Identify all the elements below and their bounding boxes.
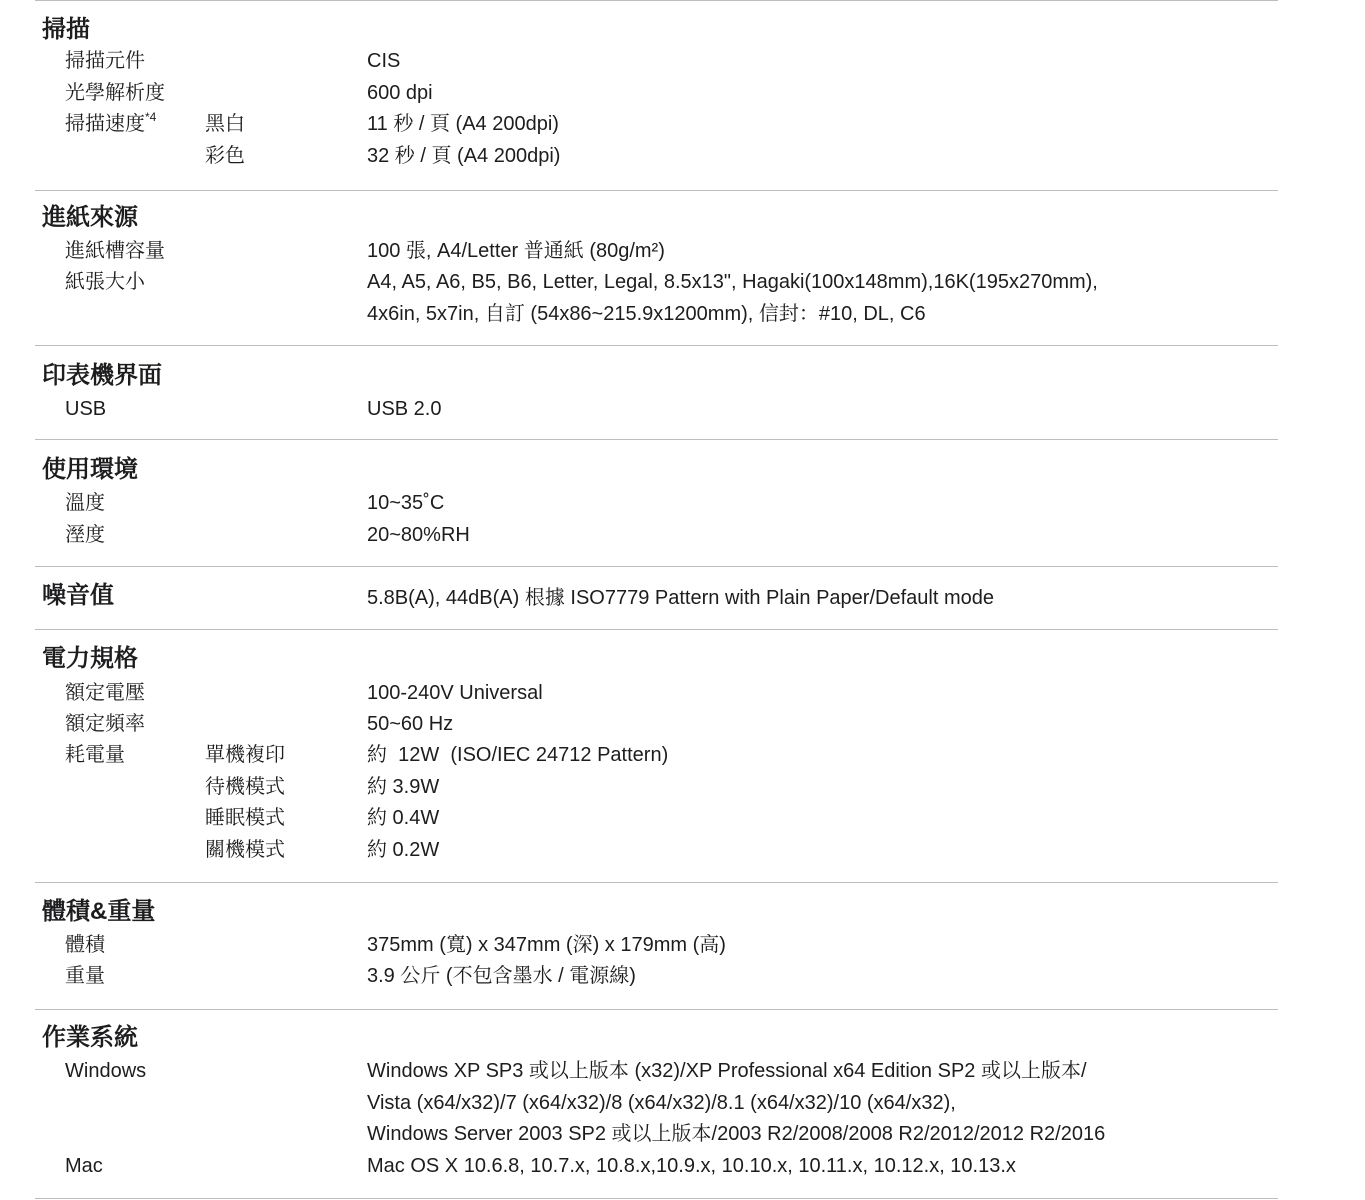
voltage-label: 額定電壓 xyxy=(65,682,145,704)
section-heading-noise: 噪音值 xyxy=(42,582,114,609)
mac-value: Mac OS X 10.6.8, 10.7.x, 10.8.x,10.9.x, 10.10.x, 10.11.x, 10.12.x, 10.13.x xyxy=(367,1155,1016,1177)
tray-capacity-value: 100 張, A4/Letter 普通紙 (80g/m²) xyxy=(367,240,665,262)
divider xyxy=(35,1009,1278,1010)
weight-label: 重量 xyxy=(65,965,105,987)
divider xyxy=(35,1198,1278,1199)
voltage-value: 100-240V Universal xyxy=(367,682,543,704)
footnote-marker: *4 xyxy=(145,110,157,124)
off-mode-label: 關機模式 xyxy=(205,839,285,861)
section-heading-paper-source: 進紙來源 xyxy=(42,204,138,231)
copy-mode-label: 單機複印 xyxy=(205,744,285,766)
frequency-label: 額定頻率 xyxy=(65,713,145,735)
scan-element-value: CIS xyxy=(367,50,401,72)
weight-value: 3.9 公斤 (不包含墨水 / 電源線) xyxy=(367,965,636,987)
mac-label: Mac xyxy=(65,1155,103,1177)
resolution-value: 600 dpi xyxy=(367,82,433,104)
sleep-mode-label: 睡眠模式 xyxy=(205,807,285,829)
windows-value-line1: Windows XP SP3 或以上版本 (x32)/XP Professional x64 Edition SP2 或以上版本/ xyxy=(367,1060,1087,1082)
bw-label: 黑白 xyxy=(205,113,245,135)
section-heading-power: 電力規格 xyxy=(42,645,138,672)
scan-speed-label xyxy=(65,109,156,140)
standby-mode-label: 待機模式 xyxy=(205,776,285,798)
color-value: 32 秒 / 頁 (A4 200dpi) xyxy=(367,145,561,167)
windows-value-line2: Vista (x64/x32)/7 (x64/x32)/8 (x64/x32)/8.1 (x64/x32)/10 (x64/x32), xyxy=(367,1092,956,1114)
usb-label: USB xyxy=(65,398,107,420)
divider xyxy=(35,0,1278,1)
section-heading-os: 作業系統 xyxy=(42,1024,138,1051)
divider xyxy=(35,439,1278,440)
paper-size-label: 紙張大小 xyxy=(65,271,145,293)
frequency-value: 50~60 Hz xyxy=(367,713,454,735)
temperature-value: 10~35˚C xyxy=(367,492,445,514)
section-heading-environment: 使用環境 xyxy=(42,456,138,483)
copy-mode-value: 約 12W (ISO/IEC 24712 Pattern) xyxy=(367,744,669,766)
scan-speed-text: 掃描速度 xyxy=(65,113,145,135)
bw-value: 11 秒 / 頁 (A4 200dpi) xyxy=(367,113,559,135)
usb-value: USB 2.0 xyxy=(367,398,442,420)
divider xyxy=(35,566,1278,567)
humidity-value: 20~80%RH xyxy=(367,524,470,546)
section-heading-interface: 印表機界面 xyxy=(42,362,162,389)
divider xyxy=(35,190,1278,191)
divider xyxy=(35,629,1278,630)
section-heading-dimensions: 體積&重量 xyxy=(42,898,156,925)
volume-value: 375mm (寬) x 347mm (深) x 179mm (高) xyxy=(367,934,726,956)
windows-value-line3: Windows Server 2003 SP2 或以上版本/2003 R2/2008/2008 R2/2012/2012 R2/2016 xyxy=(367,1123,1106,1145)
off-mode-value: 約 0.2W xyxy=(367,839,440,861)
power-consumption-label: 耗電量 xyxy=(65,744,125,766)
paper-size-value-line2: 4x6in, 5x7in, 自訂 (54x86~215.9x1200mm), 信封：#10, DL, C6 xyxy=(367,303,926,325)
standby-mode-value: 約 3.9W xyxy=(367,776,440,798)
volume-label: 體積 xyxy=(65,934,105,956)
color-label: 彩色 xyxy=(205,145,245,167)
divider xyxy=(35,345,1278,346)
windows-label: Windows xyxy=(65,1060,147,1082)
tray-capacity-label: 進紙槽容量 xyxy=(65,240,165,262)
resolution-label: 光學解析度 xyxy=(65,82,165,104)
sleep-mode-value: 約 0.4W xyxy=(367,807,440,829)
paper-size-value-line1: A4, A5, A6, B5, B6, Letter, Legal, 8.5x13", Hagaki(100x148mm),16K(195x270mm), xyxy=(367,271,1098,293)
temperature-label: 溫度 xyxy=(65,492,105,514)
section-heading-scan: 掃描 xyxy=(42,16,90,43)
humidity-label: 溼度 xyxy=(65,524,105,546)
divider xyxy=(35,882,1278,883)
noise-value: 5.8B(A), 44dB(A) 根據 ISO7779 Pattern with Plain Paper/Default mode xyxy=(367,587,994,609)
scan-element-label: 掃描元件 xyxy=(65,50,145,72)
